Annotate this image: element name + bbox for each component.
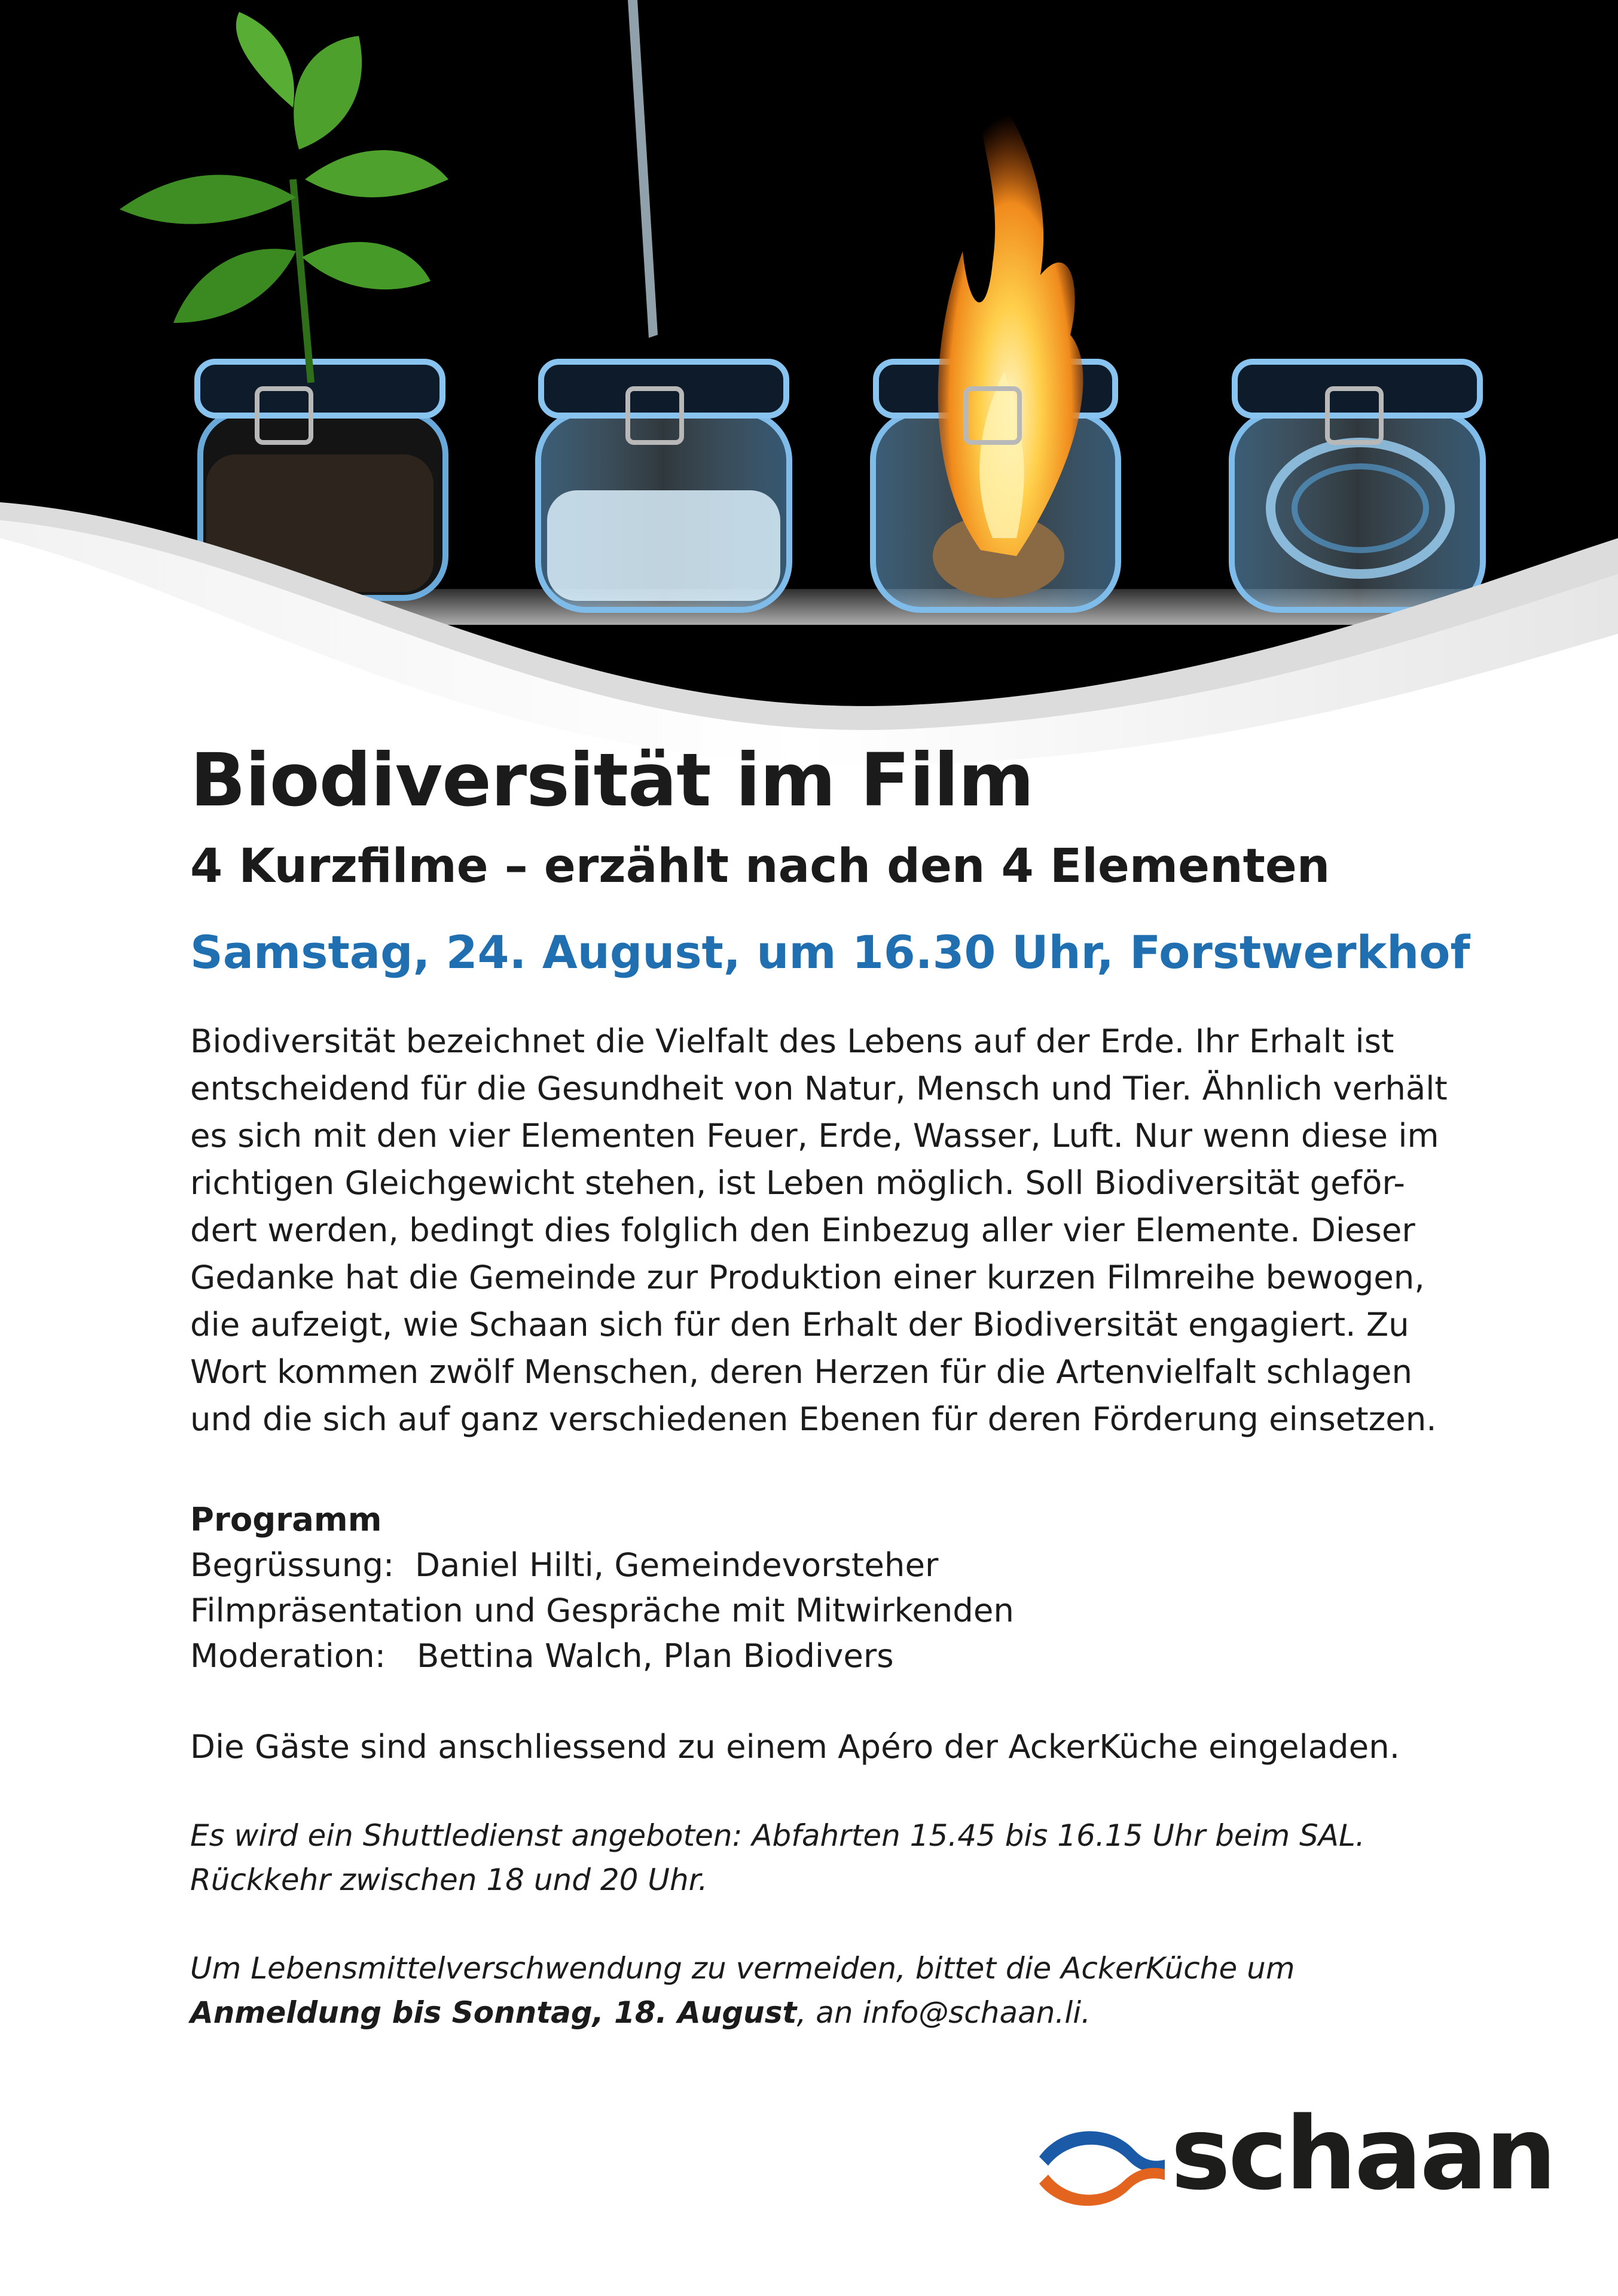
program-moderation [190,1633,1506,1678]
air-jar-icon [1232,362,1483,610]
description-line: es sich mit den vier Elementen Feuer, Erde, Wasser, Luft. Nur wenn diese im [190,1116,1439,1155]
subtitle: 4 Kurzfilme – erzählt nach den 4 Elementen [190,839,1330,894]
program-film-line: Filmpräsentation und Gespräche mit Mitwirkenden [190,1591,1014,1630]
event-dateline: Samstag, 24. August, um 16.30 Uhr, Forstwerkhof [190,925,1470,979]
description-line: entscheidend für die Gesundheit von Natur, Mensch und Tier. Ähnlich verhält [190,1069,1448,1108]
description-line: dert werden, bedingt dies folglich den Einbezug aller vier Elemente. Dieser [190,1211,1415,1250]
hero-image [0,0,1618,777]
registration-email[interactable]: , an info@schaan.li. [796,1995,1091,2031]
greeting-label: Begrüssung: [190,1546,395,1584]
shuttle-line: Rückkehr zwischen 18 und 20 Uhr. [190,1863,708,1898]
program-greeting [190,1542,1506,1587]
wave-logo-icon [1033,2100,1171,2219]
registration-deadline: Anmeldung bis Sonntag, 18. August [190,1995,797,2031]
program-section [190,1497,1506,1678]
description-line: Biodiversität bezeichnet die Vielfalt des Lebens auf der Erde. Ihr Erhalt ist [190,1022,1394,1061]
schaan-logo [1033,2095,1555,2219]
description-line: richtigen Gleichgewicht stehen, ist Leben möglich. Soll Biodiversität geför- [190,1164,1405,1202]
page-title: Biodiversität im Film [190,738,1034,823]
registration-line-2 [190,1990,1506,2035]
registration-note [190,1946,1506,2035]
flyer-content [190,738,1506,2035]
water-jar-icon [538,362,789,610]
logo-wordmark: schaan [1171,2095,1555,2212]
description-line: Wort kommen zwölf Menschen, deren Herzen für die Artenvielfalt schlagen [190,1352,1412,1391]
description-line: die aufzeigt, wie Schaan sich für den Erhalt der Biodiversität engagiert. Zu [190,1305,1409,1344]
description-line: und die sich auf ganz verschiedenen Ebenen für deren Förderung einsetzen. [190,1400,1437,1439]
shuttle-line: Es wird ein Shuttledienst angeboten: Abfahrten 15.45 bis 16.15 Uhr beim SAL. [190,1818,1365,1854]
program-heading: Programm [190,1500,382,1539]
description-line: Gedanke hat die Gemeinde zur Produktion einer kurzen Filmreihe bewogen, [190,1258,1425,1297]
apero-note: Die Gäste sind anschliessend zu einem Apéro der AckerKüche eingeladen. [190,1727,1400,1766]
moderation-value: Bettina Walch, Plan Biodivers [417,1636,894,1675]
moderation-label: Moderation: [190,1636,386,1675]
description-paragraph [190,1018,1506,1443]
registration-line: Um Lebensmittelverschwendung zu vermeiden, bittet die AckerKüche um [190,1951,1295,1986]
shuttle-note [190,1813,1506,1902]
greeting-value: Daniel Hilti, Gemeindevorsteher [414,1546,939,1584]
